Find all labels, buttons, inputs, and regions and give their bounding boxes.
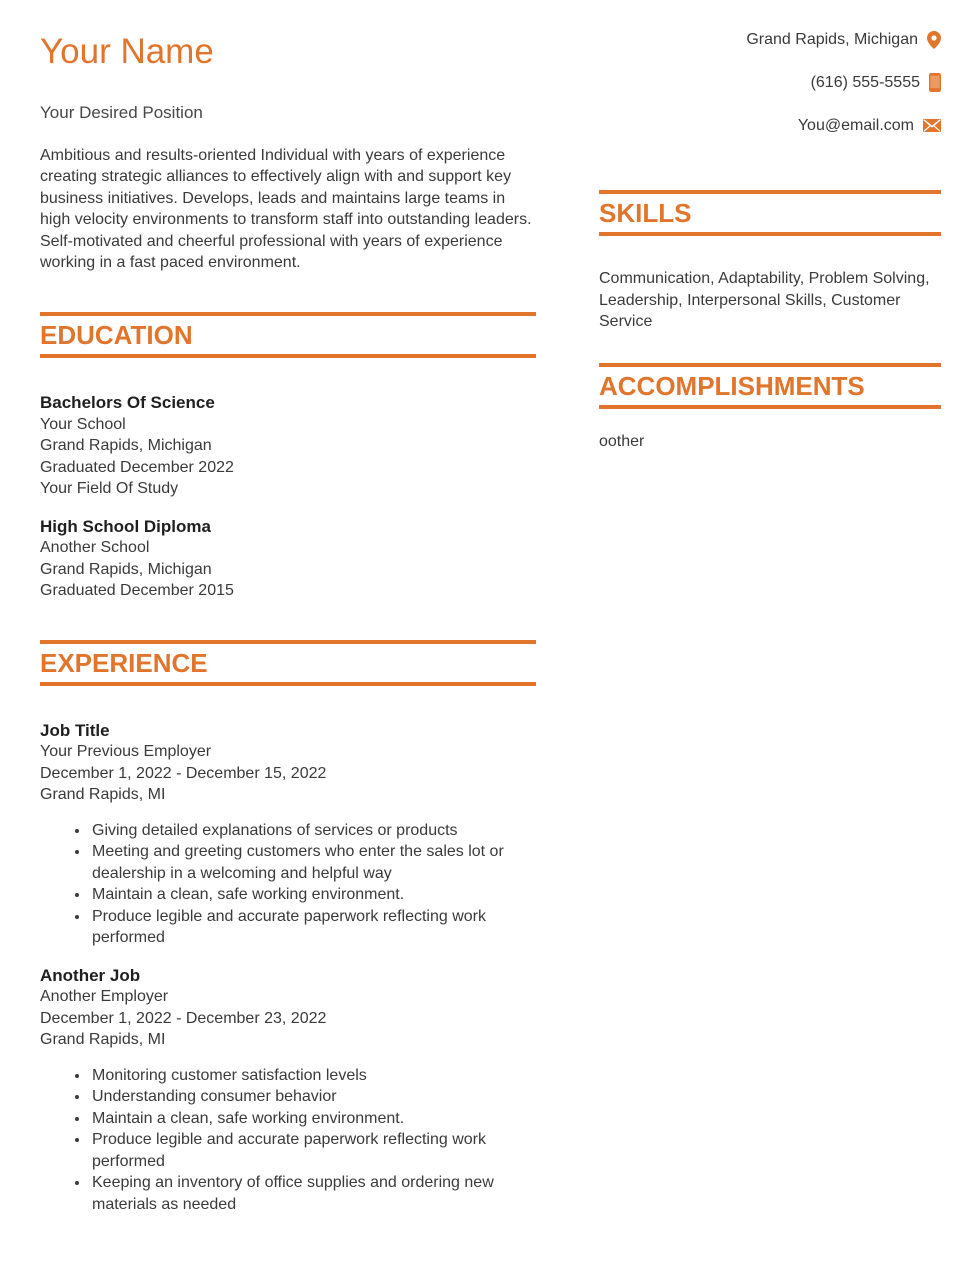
duty-item: • Produce legible and accurate paperwork reflecting work performed — [90, 906, 536, 949]
degree-name: Bachelors Of Science — [40, 393, 215, 413]
degree-name: High School Diploma — [40, 516, 211, 536]
duty-item: • Understanding consumer behavior — [90, 1086, 536, 1108]
graduation-date: Graduated December 2015 — [40, 582, 234, 600]
duty-item: • Produce legible and accurate paperwork reflecting work performed — [90, 1129, 536, 1172]
contact-email — [599, 104, 941, 147]
employment-dates: December 1, 2022 - December 23, 2022 — [40, 1009, 327, 1027]
desired-position: Your Desired Position — [40, 102, 203, 122]
summary-text: Ambitious and results-oriented Individual with years of experience creating strategic alliances to effectively align with and support key business initiatives. Develops, leads and maintains large teams in high velocity environments to transform staff into outstanding leaders. Self-motivated and cheerful professional with years of experience working in a fast paced environment. — [40, 146, 532, 272]
right-column — [599, 0, 941, 1266]
job-title: Job Title — [40, 720, 110, 740]
accomplishments-section — [599, 363, 941, 453]
contact-info — [599, 18, 941, 147]
employment-dates: December 1, 2022 - December 15, 2022 — [40, 764, 327, 782]
contact-email-text: You@email.com — [797, 116, 914, 134]
skills-text: Communication, Adaptability, Problem Solving, Leadership, Interpersonal Skills, Customer Service — [599, 270, 930, 331]
duty-item: • Monitoring customer satisfaction levels — [90, 1065, 536, 1087]
accomplishments-text: oother — [599, 433, 645, 451]
duty-item: • Maintain a clean, safe working environment. — [90, 884, 536, 906]
education-entry — [40, 392, 536, 500]
job-duties-list — [40, 820, 536, 949]
duty-item: • Giving detailed explanations of services or products — [90, 820, 536, 842]
school-name: Your School — [40, 415, 126, 433]
contact-location-text: Grand Rapids, Michigan — [746, 30, 918, 48]
job-location: Grand Rapids, MI — [40, 1031, 166, 1049]
school-name: Another School — [40, 539, 150, 557]
education-section — [40, 312, 536, 602]
employer-name: Your Previous Employer — [40, 743, 212, 761]
left-column — [40, 0, 536, 1266]
skills-title: SKILLS — [599, 198, 692, 228]
experience-title: EXPERIENCE — [40, 647, 208, 678]
contact-phone — [599, 61, 941, 104]
education-title: EDUCATION — [40, 319, 193, 350]
duty-item: • Keeping an inventory of office supplies and ordering new materials as needed — [90, 1172, 536, 1215]
skills-section — [599, 190, 941, 333]
education-entry — [40, 516, 536, 602]
school-location: Grand Rapids, Michigan — [40, 437, 212, 455]
experience-section — [40, 640, 536, 1216]
school-location: Grand Rapids, Michigan — [40, 560, 212, 578]
graduation-date: Graduated December 2022 — [40, 458, 234, 476]
employer-name: Another Employer — [40, 988, 169, 1006]
job-location: Grand Rapids, MI — [40, 786, 166, 804]
field-of-study: Your Field Of Study — [40, 480, 179, 498]
education-heading — [40, 312, 536, 358]
person-name: Your Name — [40, 32, 214, 71]
duty-item: • Maintain a clean, safe working environment. — [90, 1108, 536, 1130]
experience-entry — [40, 965, 536, 1216]
experience-heading — [40, 640, 536, 686]
duty-item: • Meeting and greeting customers who enter the sales lot or dealership in a welcoming and helpful way — [90, 841, 536, 884]
job-title: Another Job — [40, 965, 141, 985]
skills-heading — [599, 190, 941, 236]
experience-entry — [40, 720, 536, 949]
mobile-phone-icon — [929, 73, 941, 92]
contact-phone-text: (616) 555-5555 — [810, 73, 920, 91]
contact-location — [599, 18, 941, 61]
accomplishments-heading — [599, 363, 941, 409]
job-duties-list — [40, 1065, 536, 1216]
envelope-icon — [923, 119, 941, 132]
accomplishments-title: ACCOMPLISHMENTS — [599, 370, 865, 401]
location-pin-icon — [927, 31, 941, 49]
